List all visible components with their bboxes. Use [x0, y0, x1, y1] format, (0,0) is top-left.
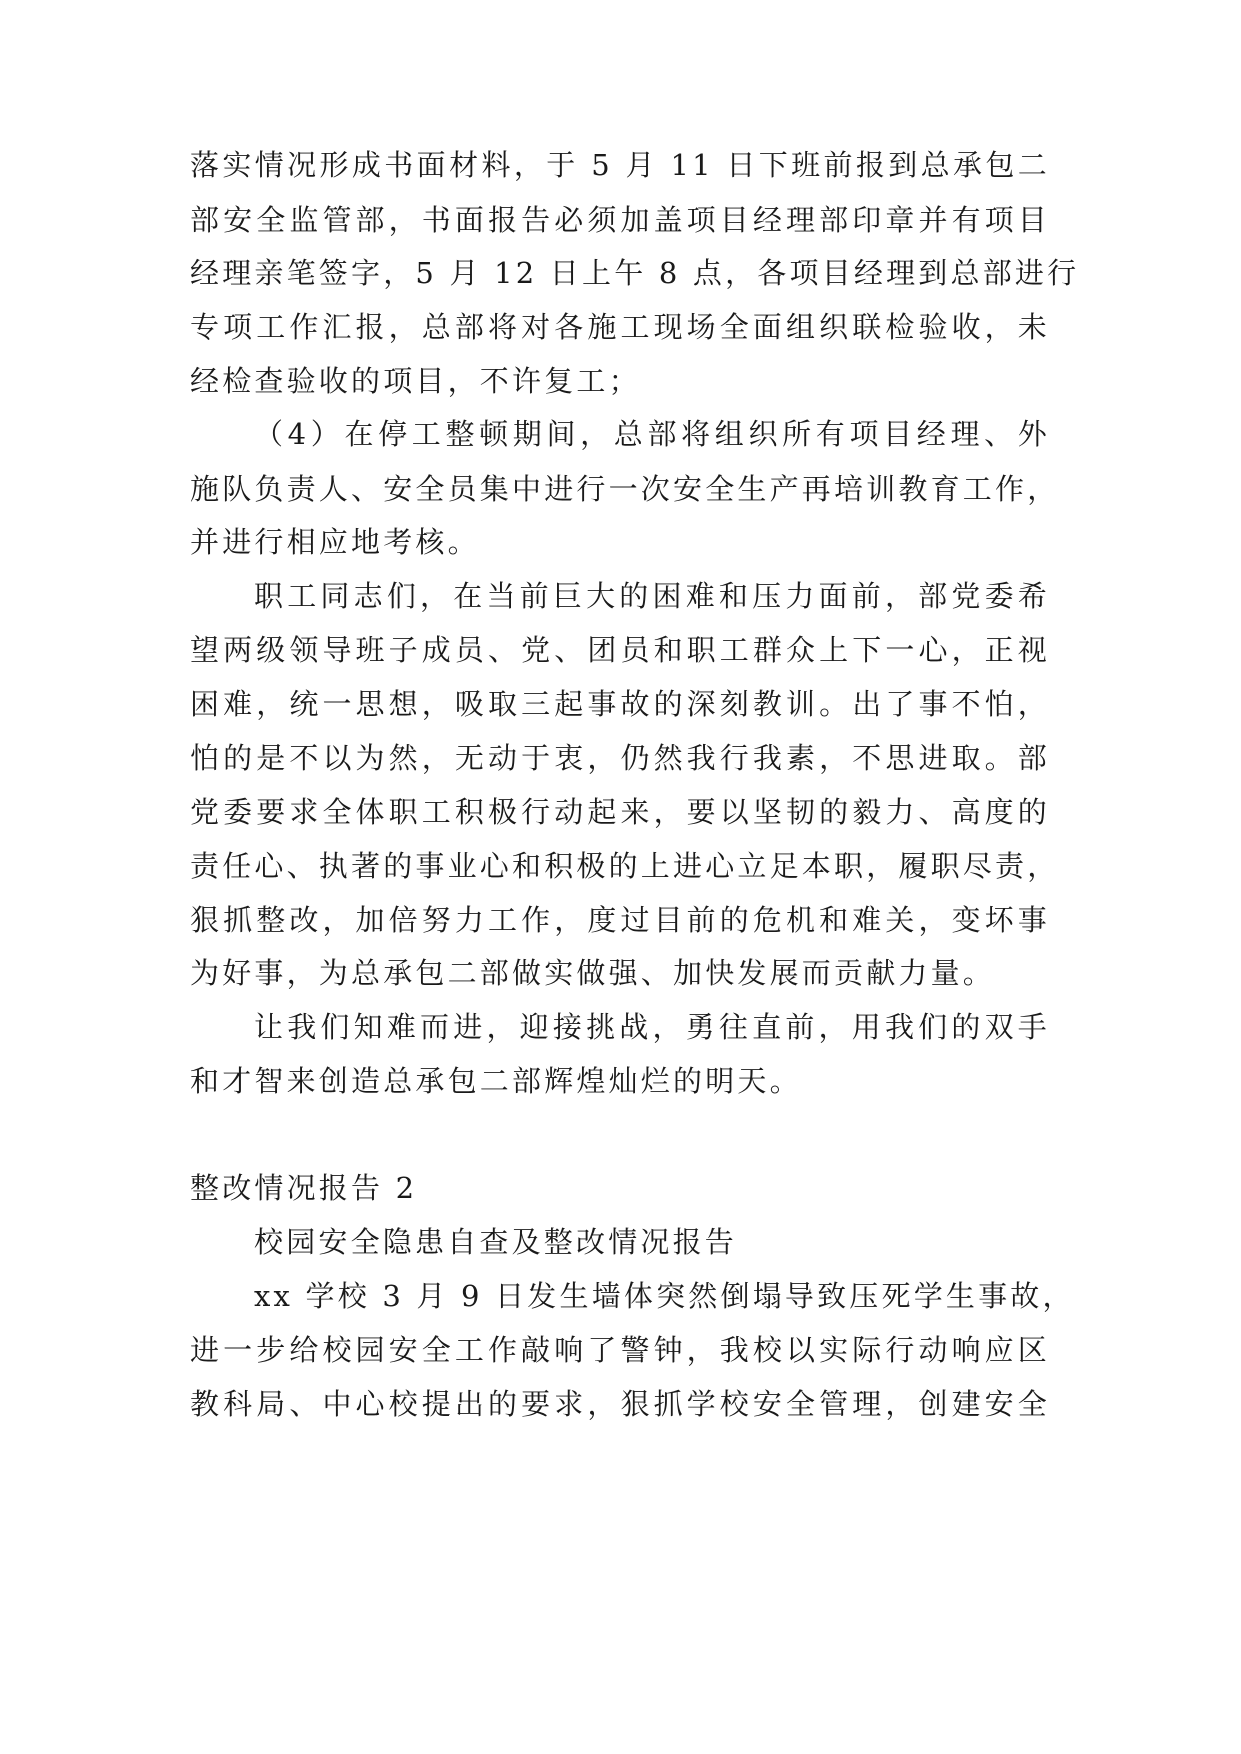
- text-line: xx 学校 3 月 9 日发生墙体突然倒塌导致压死学生事故，: [254, 1279, 1075, 1313]
- text-line: 党委要求全体职工积极行动起来，要以坚韧的毅力、高度的: [190, 795, 1050, 829]
- text-line: 让我们知难而进，迎接挑战，勇往直前，用我们的双手: [254, 1010, 1050, 1044]
- text-line: （4）在停工整顿期间，总部将组织所有项目经理、外: [254, 417, 1050, 451]
- text-line: 怕的是不以为然，无动于衷，仍然我行我素，不思进取。部: [190, 741, 1050, 775]
- text-line: 职工同志们，在当前巨大的困难和压力面前，部党委希: [254, 579, 1050, 613]
- text-line: 望两级领导班子成员、党、团员和职工群众上下一心，正视: [190, 633, 1050, 667]
- text-line: 进一步给校园安全工作敲响了警钟，我校以实际行动响应区: [190, 1333, 1050, 1367]
- text-line: 经检查验收的项目，不许复工；: [190, 364, 641, 398]
- text-line: 专项工作汇报，总部将对各施工现场全面组织联检验收，未: [190, 310, 1050, 344]
- text-line: 经理亲笔签字，5 月 12 日上午 8 点，各项目经理到总部进行: [190, 256, 1080, 290]
- text-line: 责任心、执著的事业心和积极的上进心立足本职，履职尽责，: [190, 849, 1060, 883]
- subsection-title: 校园安全隐患自查及整改情况报告: [254, 1225, 738, 1259]
- text-line: 施队负责人、安全员集中进行一次安全生产再培训教育工作，: [190, 472, 1060, 506]
- text-line: 和才智来创造总承包二部辉煌灿烂的明天。: [190, 1064, 802, 1098]
- text-line: 落实情况形成书面材料，于 5 月 11 日下班前报到总承包二: [190, 148, 1050, 182]
- text-line: 部安全监管部，书面报告必须加盖项目经理部印章并有项目: [190, 203, 1050, 237]
- section-heading: 整改情况报告 2: [190, 1171, 418, 1205]
- text-line: 为好事，为总承包二部做实做强、加快发展而贡献力量。: [190, 956, 996, 990]
- text-line: 并进行相应地考核。: [190, 525, 480, 559]
- text-line: 狠抓整改，加倍努力工作，度过目前的危机和难关，变坏事: [190, 903, 1050, 937]
- text-line: 困难，统一思想，吸取三起事故的深刻教训。出了事不怕，: [190, 687, 1050, 721]
- text-line: 教科局、中心校提出的要求，狠抓学校安全管理，创建安全: [190, 1387, 1050, 1421]
